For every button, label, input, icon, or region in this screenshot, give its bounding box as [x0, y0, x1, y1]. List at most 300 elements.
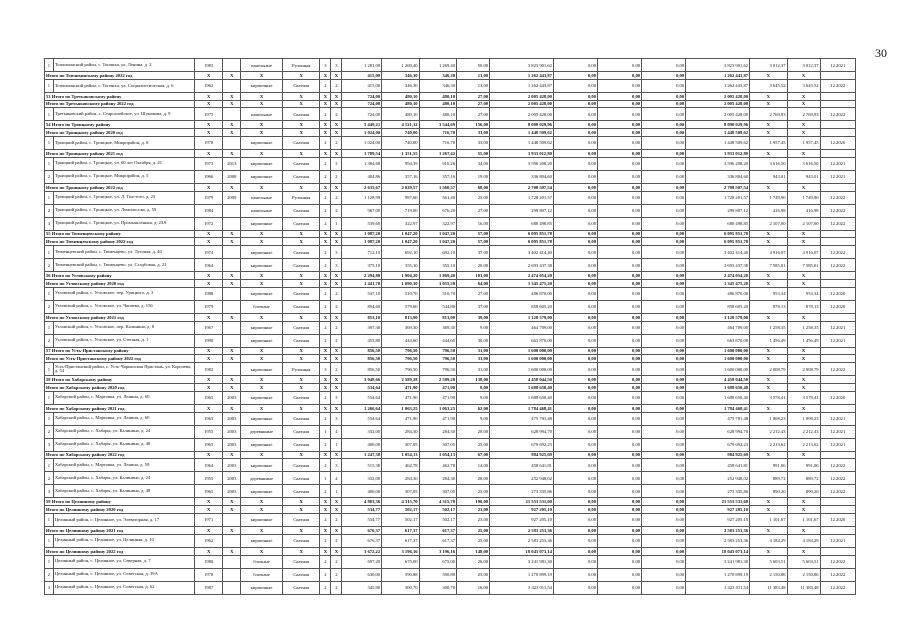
table-cell [223, 108, 241, 121]
table-cell: X [194, 506, 223, 514]
table-cell: 1 600 000,00 [490, 347, 554, 355]
table-cell: 0,00 [642, 568, 686, 581]
table-cell: блочные [241, 568, 283, 581]
table-cell: 2 [320, 485, 331, 498]
table-cell: 299 807,12 [686, 204, 750, 217]
table-cell: 0,00 [642, 513, 686, 526]
table-cell: 0,00 [553, 438, 597, 451]
table-cell: 3 823 901,62 [686, 59, 750, 72]
table-cell: Скатная [282, 246, 319, 259]
table-row [45, 300, 856, 313]
table-cell: 2 005 428,00 [490, 100, 554, 108]
table-cell: 0,00 [598, 136, 642, 149]
address-cell: Хабарский район, с. Хабары, ул. Калинина, д. 48 [53, 438, 194, 451]
table-cell: 4 184,29 [750, 534, 787, 547]
table-cell: 510,70 [419, 287, 456, 300]
table-cell: 5 603,51 [750, 555, 787, 568]
table-cell: кирпичные [241, 363, 283, 376]
table-cell: 1 266,64 [342, 404, 382, 412]
table-cell: 0,00 [642, 547, 686, 555]
table-cell: Скатная [282, 438, 319, 451]
table-cell: 0,00 [553, 79, 597, 92]
table-cell: X [241, 149, 283, 157]
total-label-cell: Итого по Третьяковскому району 2022 год [45, 100, 195, 108]
table-cell: 0,00 [598, 334, 642, 347]
table-cell: 2 [320, 191, 331, 204]
table-cell: X [282, 230, 319, 238]
table-cell: 2 [331, 534, 342, 547]
table-cell: 3 [320, 59, 331, 72]
table-cell: 534,64 [342, 383, 382, 391]
table-cell: 679 692,23 [686, 438, 750, 451]
table-cell: X [750, 100, 787, 108]
table-cell: 2 [331, 555, 342, 568]
table-cell: 0,00 [553, 506, 597, 514]
table-cell: 300,70 [382, 581, 419, 594]
table-cell: 0,00 [553, 534, 597, 547]
table-cell: 2003 [223, 438, 241, 451]
table-cell: 1 448 509,62 [490, 129, 554, 137]
table-cell: X [750, 506, 787, 514]
table-cell: X [320, 355, 331, 363]
table-cell: 927 205,10 [686, 506, 750, 514]
table-total-row [45, 183, 856, 191]
table-cell: 355,10 [419, 259, 456, 272]
table-cell: X [282, 347, 319, 355]
table-cell: Скатная [282, 581, 319, 594]
table-cell: 1974 [194, 246, 223, 259]
table-cell: 12.2022 [820, 259, 855, 272]
table-cell: 1 269,40 [382, 59, 419, 72]
table-cell: X [282, 404, 319, 412]
table-cell: 1965 [194, 438, 223, 451]
total-label-cell: Итого по Целинному району 2020 год [45, 506, 195, 514]
table-cell: 0,00 [598, 526, 642, 534]
table-cell: 0,00 [642, 108, 686, 121]
table-cell: 13,00 [457, 72, 490, 80]
table-cell: 0,00 [598, 217, 642, 230]
table-cell: 0,00 [598, 376, 642, 384]
table-cell: 3 012,37 [787, 59, 820, 72]
capital-repair-table-container [44, 58, 856, 595]
table-cell: 617,37 [419, 534, 456, 547]
table-cell: X [331, 347, 342, 355]
table-cell: 856,50 [342, 363, 382, 376]
table-cell [223, 581, 241, 594]
table-cell [820, 383, 855, 391]
table-cell: 796,50 [419, 347, 456, 355]
table-cell: 856,50 [342, 347, 382, 355]
table-cell: 0,00 [598, 149, 642, 157]
table-cell: 12.2021 [820, 170, 855, 183]
table-cell: X [223, 526, 241, 534]
table-cell: 3 578,41 [787, 391, 820, 404]
table-cell: 927 205,10 [490, 506, 554, 514]
table-cell: кирпичные [241, 391, 283, 404]
table-cell: 3 241 981,30 [490, 555, 554, 568]
table-cell: 416,98 [787, 204, 820, 217]
table-cell: 21 553 531,60 [490, 498, 554, 506]
table-cell: 2 [45, 334, 54, 347]
table-cell: 0,00 [553, 376, 597, 384]
table-cell: 1 [45, 191, 54, 204]
table-cell: 0,00 [598, 451, 642, 459]
table-cell: X [223, 92, 241, 100]
table-cell: 858 605,20 [490, 300, 554, 313]
table-cell: 3 823 901,62 [490, 59, 554, 72]
table-cell: 2 [320, 204, 331, 217]
table-cell: 0,00 [553, 363, 597, 376]
table-cell: 307,05 [419, 485, 456, 498]
table-cell: X [241, 121, 283, 129]
table-cell: 0,00 [553, 391, 597, 404]
table-cell [820, 355, 855, 363]
table-cell [820, 230, 855, 238]
table-cell: 4 916,07 [750, 246, 787, 259]
table-cell: 2 [320, 287, 331, 300]
table-cell: 12.2022 [820, 108, 855, 121]
table-cell [223, 59, 241, 72]
table-cell: 16,00 [457, 581, 490, 594]
table-cell: 0,00 [553, 121, 597, 129]
table-cell: X [750, 183, 787, 191]
table-total-row [45, 498, 856, 506]
table-cell: 3 [331, 259, 342, 272]
table-cell: X [223, 272, 241, 280]
table-cell: X [320, 404, 331, 412]
table-cell [223, 287, 241, 300]
table-row [45, 157, 856, 170]
table-cell: 0,00 [553, 355, 597, 363]
table-row [45, 321, 856, 334]
table-cell: блочные [241, 555, 283, 568]
table-cell: 444,60 [419, 334, 456, 347]
table-cell: X [787, 347, 820, 355]
table-cell: X [750, 238, 787, 246]
table-cell: 0,00 [642, 287, 686, 300]
table-cell: 663 870,00 [686, 334, 750, 347]
table-cell: 1980 [194, 555, 223, 568]
table-cell: 1 869,40 [419, 272, 456, 280]
total-label-cell: Итого по Троицкому району 2021 год [45, 149, 195, 157]
table-cell: 0,00 [642, 383, 686, 391]
table-cell: кирпичные [241, 513, 283, 526]
table-cell: 0,00 [553, 183, 597, 191]
table-cell: 28,00 [457, 425, 490, 438]
table-cell: 55,00 [457, 149, 490, 157]
table-cell: Скатная [282, 485, 319, 498]
table-cell: 1 063,25 [382, 404, 419, 412]
table-cell: 719,00 [382, 204, 419, 217]
table-cell: 502,17 [419, 513, 456, 526]
table-cell: X [787, 121, 820, 129]
table-cell: X [750, 230, 787, 238]
table-cell: 3 596 208,20 [490, 157, 554, 170]
table-cell: 3 402 414,40 [686, 246, 750, 259]
address-cell: Троицкий район, с. Троицкое, Микрорайон, д. 5 [53, 170, 194, 183]
table-cell: X [750, 347, 787, 355]
total-label-cell: Итого по Угловскому району 2021 год [45, 313, 195, 321]
table-cell: 3 [320, 363, 331, 376]
table-cell: 12.2021 [820, 438, 855, 451]
table-cell: 716,70 [419, 129, 456, 137]
table-cell: 4 458 044,50 [686, 376, 750, 384]
table-cell: 943,01 [750, 170, 787, 183]
table-cell: 12.2020 [820, 513, 855, 526]
table-cell: 2013 [223, 157, 241, 170]
table-cell: 813,90 [382, 313, 419, 321]
table-cell [223, 246, 241, 259]
table-cell: 1965 [194, 485, 223, 498]
table-cell: X [787, 272, 820, 280]
table-row [45, 170, 856, 183]
table-cell: 3 [45, 217, 54, 230]
table-cell: 0,00 [598, 259, 642, 272]
table-cell: 480,10 [382, 92, 419, 100]
table-cell: 2 294,80 [342, 272, 382, 280]
table-cell: 1 448 509,62 [686, 136, 750, 149]
table-cell: 889,72 [750, 472, 787, 485]
table-cell: 579,60 [382, 300, 419, 313]
table-cell: 515,38 [342, 459, 382, 472]
table-cell: 1 270 899,19 [490, 568, 554, 581]
table-cell: 12.2020 [820, 391, 855, 404]
table-cell: 2 [320, 555, 331, 568]
table-cell: X [223, 376, 241, 384]
table-cell: 0,00 [642, 204, 686, 217]
table-cell: X [787, 506, 820, 514]
table-cell: 853,10 [342, 313, 382, 321]
table-cell: 3 596 208,20 [686, 157, 750, 170]
table-cell: 1982 [194, 363, 223, 376]
table-cell: 590,88 [419, 568, 456, 581]
table-cell: 480,10 [419, 100, 456, 108]
table-cell: 322,97 [382, 217, 419, 230]
table-cell: 19,00 [457, 170, 490, 183]
total-label-cell: 56 Итого по Угловскому району [45, 272, 195, 280]
table-cell: X [787, 92, 820, 100]
table-cell: 858 605,20 [686, 300, 750, 313]
table-row [45, 108, 856, 121]
table-cell: 676,37 [342, 534, 382, 547]
table-cell: 3 402 414,40 [490, 246, 554, 259]
table-cell: 1 688 650,40 [686, 383, 750, 391]
table-cell: X [331, 230, 342, 238]
table-cell: 33,00 [457, 129, 490, 137]
table-cell: 890,20 [750, 485, 787, 498]
table-cell: 796,50 [382, 363, 419, 376]
table-cell: X [750, 279, 787, 287]
table-cell: 1962 [194, 534, 223, 547]
table-cell: 2008 [223, 170, 241, 183]
table-cell: 0,00 [553, 472, 597, 485]
table-cell: 0,00 [598, 438, 642, 451]
table-cell: кирпичные [241, 287, 283, 300]
table-cell [223, 204, 241, 217]
table-cell: X [750, 355, 787, 363]
table-cell: X [194, 383, 223, 391]
table-cell [223, 568, 241, 581]
table-cell: 2 [320, 170, 331, 183]
table-cell: 1971 [194, 513, 223, 526]
table-cell: 2 008,79 [787, 363, 820, 376]
address-cell: Целинный район, с. Целинное, ул. Советская, д. 62 [53, 581, 194, 594]
table-cell: 307,05 [382, 438, 419, 451]
table-cell: X [787, 383, 820, 391]
table-cell: X [331, 383, 342, 391]
table-cell: 1 441,70 [342, 279, 382, 287]
table-cell: 1 [45, 287, 54, 300]
table-cell: X [194, 279, 223, 287]
table-cell: 1990 [194, 334, 223, 347]
table-cell: X [320, 347, 331, 355]
table-cell: 1 688 650,40 [686, 391, 750, 404]
total-label-cell: Итого по Целинному району 2022 год [45, 547, 195, 555]
table-cell: Скатная [282, 391, 319, 404]
table-cell: 57,00 [457, 230, 490, 238]
table-cell: 0,00 [553, 459, 597, 472]
table-row [45, 534, 856, 547]
table-cell: 2 708 507,54 [686, 183, 750, 191]
table-cell: X [194, 547, 223, 555]
table-cell: 2 [320, 334, 331, 347]
table-cell: 18 043 073,14 [686, 547, 750, 555]
table-cell: 2 029,57 [382, 183, 419, 191]
table-cell: 2009 [223, 191, 241, 204]
table-cell: 2 212,43 [750, 425, 787, 438]
table-cell: 332,00 [342, 472, 382, 485]
table-row [45, 459, 856, 472]
table-cell: кирпичные [241, 438, 283, 451]
table-cell: 8 090 029,96 [686, 121, 750, 129]
table-cell: кирпичные [241, 259, 283, 272]
table-total-row [45, 149, 856, 157]
table-cell: 617,37 [419, 526, 456, 534]
table-cell: 12.2020 [820, 136, 855, 149]
table-cell: X [223, 121, 241, 129]
table-total-row [45, 451, 856, 459]
table-cell: X [223, 451, 241, 459]
table-cell: 2003 [223, 425, 241, 438]
table-cell: X [241, 313, 283, 321]
table-cell: X [750, 72, 787, 80]
table-cell: X [194, 313, 223, 321]
table-cell: X [331, 451, 342, 459]
table-cell: X [320, 149, 331, 157]
table-cell: Скатная [282, 287, 319, 300]
table-cell: 4 121,12 [382, 121, 419, 129]
table-cell: X [331, 121, 342, 129]
table-cell: 1955 [194, 425, 223, 438]
table-cell: X [787, 376, 820, 384]
address-cell: Хабарский район, с. Мартовка, ул. Ленина, д. 58 [53, 459, 194, 472]
table-cell: 2 769,93 [750, 108, 787, 121]
table-cell: X [194, 238, 223, 246]
table-cell: 2 [331, 287, 342, 300]
table-cell: 0,00 [642, 79, 686, 92]
address-cell: Хабарский район, с. Мартовка, ул. Ленина, д. 60 [53, 391, 194, 404]
table-cell: 617,37 [382, 526, 419, 534]
table-cell: X [282, 92, 319, 100]
table-cell: Скатная [282, 412, 319, 425]
table-cell: 0,00 [598, 108, 642, 121]
table-cell: 2 005 428,00 [686, 108, 750, 121]
table-cell: 37,00 [457, 246, 490, 259]
table-cell: Скатная [282, 108, 319, 121]
table-cell: X [194, 121, 223, 129]
table-cell: 0,00 [642, 485, 686, 498]
table-cell: 0,00 [553, 217, 597, 230]
address-cell: Третьяковский район, с. Староалейское, ул. Шумакова, д. 9 [53, 108, 194, 121]
table-cell: 4 916,07 [787, 246, 820, 259]
table-cell: 0,00 [598, 300, 642, 313]
table-cell: 0,00 [598, 513, 642, 526]
address-cell: Хабарский район, с. Хабары, ул. Калинина, д. 24 [53, 472, 194, 485]
table-cell: 740,00 [382, 136, 419, 149]
table-cell: X [320, 230, 331, 238]
table-row [45, 287, 856, 300]
table-cell: 12.2021 [820, 425, 855, 438]
table-cell: X [320, 238, 331, 246]
table-cell: X [194, 230, 223, 238]
table-cell: X [320, 100, 331, 108]
table-cell: X [282, 272, 319, 280]
table-cell: 1 351,55 [382, 149, 419, 157]
table-cell: 0,00 [553, 238, 597, 246]
table-cell: 0,00 [553, 279, 597, 287]
table-cell: 0,00 [553, 300, 597, 313]
table-cell: 0,00 [642, 451, 686, 459]
table-cell: X [194, 272, 223, 280]
table-cell: 510,70 [382, 287, 419, 300]
table-cell: 1 [45, 246, 54, 259]
address-cell: Угловский район, с. Угловское, пер. Урицкого, д. 3 [53, 287, 194, 300]
table-cell: 1 [45, 412, 54, 425]
table-cell: 676,37 [342, 526, 382, 534]
table-cell: 534,77 [342, 513, 382, 526]
table-cell: 486 870,00 [686, 287, 750, 300]
table-cell: 2 [320, 459, 331, 472]
table-cell: 31,00 [457, 347, 490, 355]
table-cell: 1979 [194, 300, 223, 313]
table-cell: 0,00 [553, 230, 597, 238]
table-cell: блочные [241, 300, 283, 313]
table-cell: 1 728 201,57 [490, 191, 554, 204]
table-total-row [45, 230, 856, 238]
table-cell: X [320, 183, 331, 191]
table-cell: 375,10 [342, 259, 382, 272]
table-cell: X [331, 547, 342, 555]
table-cell: X [331, 272, 342, 280]
table-cell: X [241, 129, 283, 137]
table-cell: Скатная [282, 459, 319, 472]
table-cell: 12.2022 [820, 459, 855, 472]
table-cell: 400,00 [342, 485, 382, 498]
table-cell: 856,50 [342, 355, 382, 363]
table-cell: X [282, 506, 319, 514]
table-cell: X [241, 230, 283, 238]
table-cell: 27,00 [457, 92, 490, 100]
table-cell: 0,00 [598, 383, 642, 391]
table-cell: 12.2021 [820, 157, 855, 170]
table-cell: 5 603,51 [787, 555, 820, 568]
table-cell [820, 376, 855, 384]
table-cell: X [331, 100, 342, 108]
table-total-row [45, 72, 856, 80]
table-cell: 0,00 [642, 136, 686, 149]
table-cell: X [194, 92, 223, 100]
table-cell: 796,50 [419, 355, 456, 363]
